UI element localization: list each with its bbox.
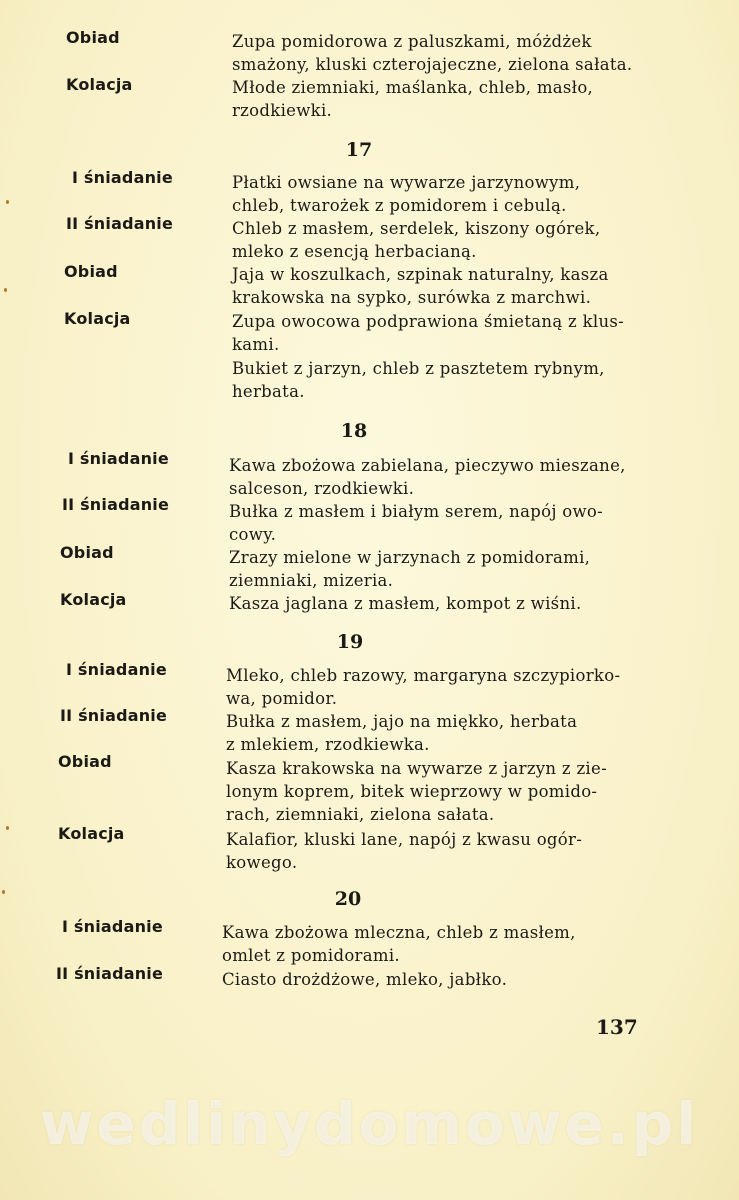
day-number-19: 19 [336, 631, 364, 653]
menu-line: Młode ziemniaki, maślanka, chleb, masło, [232, 78, 594, 97]
meal-label: I śniadanie [62, 917, 163, 936]
watermark: wedlinydomowe.pl [39, 1090, 700, 1158]
menu-line: Bukiet z jarzyn, chleb z pasztetem rybnym, [232, 359, 605, 378]
meal-label-obiad: Obiad [66, 28, 120, 47]
page-number: 137 [596, 1015, 638, 1039]
meal-label: II śniadanie [56, 964, 164, 983]
menu-line: wa, pomidor. [226, 689, 338, 708]
menu-line: Bułka z masłem i białym serem, napój owo- [229, 502, 604, 521]
menu-line: Kawa zbożowa mleczna, chleb z masłem, [222, 923, 576, 942]
day-number-18: 18 [340, 420, 368, 442]
menu-line: smażony, kluski czterojajeczne, zielona sałata. [232, 55, 633, 74]
menu-line: rach, ziemniaki, zielona sałata. [226, 805, 495, 824]
menu-line: omlet z pomidorami. [222, 946, 400, 965]
menu-line: herbata. [232, 382, 305, 401]
meal-label: Kolacja [58, 824, 125, 843]
meal-label: Kolacja [64, 309, 131, 328]
meal-label: I śniadanie [68, 449, 169, 468]
menu-line: cowy. [229, 525, 277, 544]
menu-line: lonym koprem, bitek wieprzowy w pomido- [226, 782, 598, 801]
menu-line: Zrazy mielone w jarzynach z pomidorami, [229, 548, 591, 567]
meal-label: Obiad [58, 752, 112, 771]
meal-label: Obiad [64, 262, 118, 281]
meal-label: Kolacja [60, 590, 127, 609]
menu-line: Ciasto drożdżowe, mleko, jabłko. [222, 970, 508, 989]
menu-line: krakowska na sypko, surówka z marchwi. [232, 288, 592, 307]
menu-line: Bułka z masłem, jajo na miękko, herbata [226, 712, 578, 731]
meal-label: Obiad [60, 543, 114, 562]
menu-line: Jaja w koszulkach, szpinak naturalny, kasza [232, 265, 609, 284]
meal-label: I śniadanie [66, 660, 167, 679]
day-number-17: 17 [345, 139, 373, 161]
menu-line: kowego. [226, 853, 298, 872]
menu-line: Chleb z masłem, serdelek, kiszony ogórek, [232, 219, 601, 238]
menu-line: Zupa pomidorowa z paluszkami, móżdżek [232, 32, 592, 51]
meal-label: II śniadanie [66, 214, 174, 233]
paper-speck [2, 890, 5, 894]
menu-line: Kasza krakowska na wywarze z jarzyn z zie- [226, 759, 607, 778]
paper-speck [4, 288, 7, 292]
menu-line: Kasza jaglana z masłem, kompot z wiśni. [229, 594, 582, 613]
meal-label: I śniadanie [72, 168, 173, 187]
meal-label-kolacja: Kolacja [66, 75, 133, 94]
menu-line: ziemniaki, mizeria. [229, 571, 394, 590]
paper-speck [6, 826, 9, 830]
menu-line: z mlekiem, rzodkiewka. [226, 735, 430, 754]
menu-line: Zupa owocowa podprawiona śmietaną z klus- [232, 312, 625, 331]
menu-line: rzodkiewki. [232, 101, 333, 120]
menu-line: kami. [232, 335, 280, 354]
paper-speck [6, 200, 9, 204]
meal-label: II śniadanie [62, 495, 170, 514]
menu-line: Mleko, chleb razowy, margaryna szczypiorko- [226, 666, 621, 685]
menu-line: chleb, twarożek z pomidorem i cebulą. [232, 196, 567, 215]
menu-line: salceson, rzodkiewki. [229, 479, 415, 498]
day-number-20: 20 [334, 888, 362, 910]
meal-label: II śniadanie [60, 706, 168, 725]
menu-line: Płatki owsiane na wywarze jarzynowym, [232, 173, 581, 192]
menu-line: Kawa zbożowa zabielana, pieczywo mieszane, [229, 456, 626, 475]
menu-line: mleko z esencją herbacianą. [232, 242, 477, 261]
menu-line: Kalafior, kluski lane, napój z kwasu ogór- [226, 830, 583, 849]
